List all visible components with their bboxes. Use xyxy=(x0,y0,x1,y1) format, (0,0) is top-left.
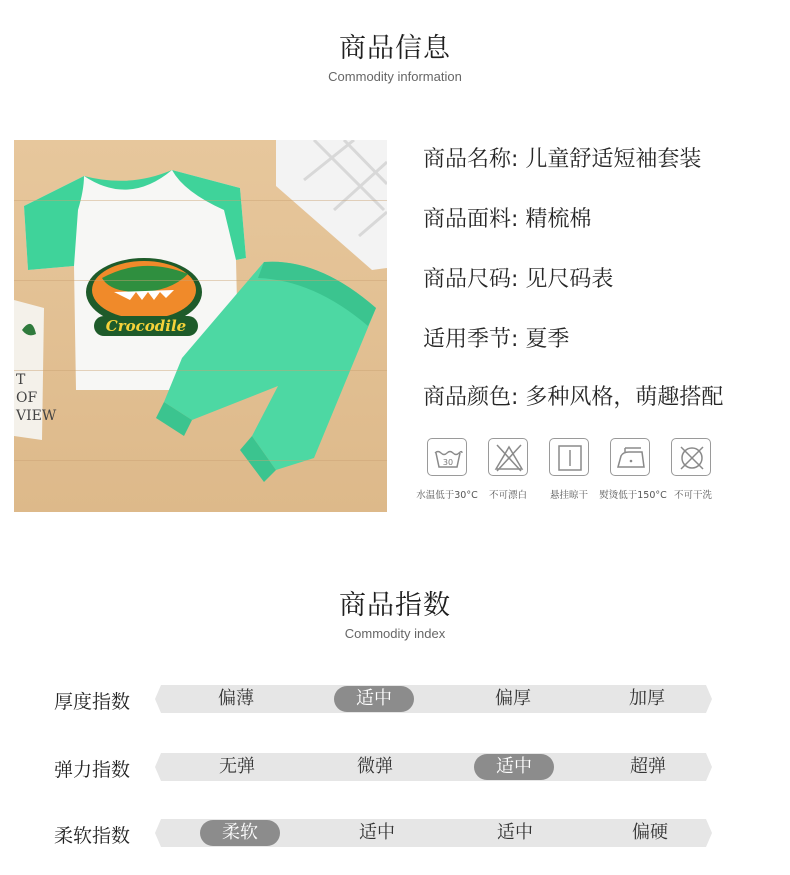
index-option-selected: 适中 xyxy=(334,686,414,712)
tray-prop xyxy=(276,140,387,270)
index-option-selected: 适中 xyxy=(474,754,554,780)
index-option: 微弹 xyxy=(357,756,393,777)
index-label-softness: 柔软指数 xyxy=(54,825,131,847)
care-label: 不可干洗 xyxy=(673,490,712,501)
detail-row-name xyxy=(423,142,701,173)
detail-row-size xyxy=(423,262,613,293)
detail-value: 精梳棉 xyxy=(525,207,592,232)
detail-label: 商品面料: xyxy=(423,207,519,232)
wash-30-icon xyxy=(427,438,467,476)
iron-low-icon xyxy=(610,438,650,476)
info-section-title: 商品信息 xyxy=(339,33,451,64)
crocodile-logo xyxy=(86,258,202,336)
index-option: 偏硬 xyxy=(632,822,668,843)
detail-row-fabric xyxy=(423,202,591,233)
index-option: 加厚 xyxy=(629,688,665,709)
care-label: 水温低于30°C xyxy=(416,490,478,501)
logo-text: Crocodile xyxy=(105,317,187,335)
detail-value: 多种风格，萌趣搭配 xyxy=(525,385,724,410)
info-section-subtitle: Commodity information xyxy=(328,69,462,84)
detail-row-season xyxy=(423,322,569,353)
index-option: 适中 xyxy=(497,822,533,843)
care-label: 悬挂晾干 xyxy=(549,490,588,501)
index-section-title: 商品指数 xyxy=(339,590,451,621)
detail-value: 夏季 xyxy=(525,327,570,352)
detail-row-color xyxy=(423,380,723,411)
index-option: 无弹 xyxy=(219,756,255,777)
detail-label: 商品尺码: xyxy=(423,267,519,292)
outfit-illustration xyxy=(14,140,387,512)
detail-label: 适用季节: xyxy=(423,327,519,352)
index-option-selected: 柔软 xyxy=(200,820,280,846)
detail-label: 商品颜色: xyxy=(423,385,519,410)
index-option: 适中 xyxy=(359,822,395,843)
hang-dry-icon xyxy=(549,438,589,476)
index-option: 偏薄 xyxy=(218,688,254,709)
index-label-elasticity: 弹力指数 xyxy=(54,759,131,781)
index-label-thickness: 厚度指数 xyxy=(54,691,131,713)
book-letter: OF xyxy=(16,390,38,406)
detail-label: 商品名称: xyxy=(423,147,519,172)
book-letter: T xyxy=(16,372,26,388)
index-option: 偏厚 xyxy=(495,688,531,709)
wash-temp-text: 30 xyxy=(442,458,454,467)
care-label: 熨烫低于150°C xyxy=(599,490,667,501)
no-dry-clean-icon xyxy=(671,438,711,476)
care-label: 不可漂白 xyxy=(488,490,527,501)
detail-value: 儿童舒适短袖套装 xyxy=(525,147,702,172)
detail-value: 见尺码表 xyxy=(525,267,614,292)
product-photo xyxy=(14,140,387,512)
index-section-subtitle: Commodity index xyxy=(344,626,446,641)
book-letter: VIEW xyxy=(16,408,57,424)
no-bleach-icon xyxy=(488,438,528,476)
index-option: 超弹 xyxy=(630,756,666,777)
